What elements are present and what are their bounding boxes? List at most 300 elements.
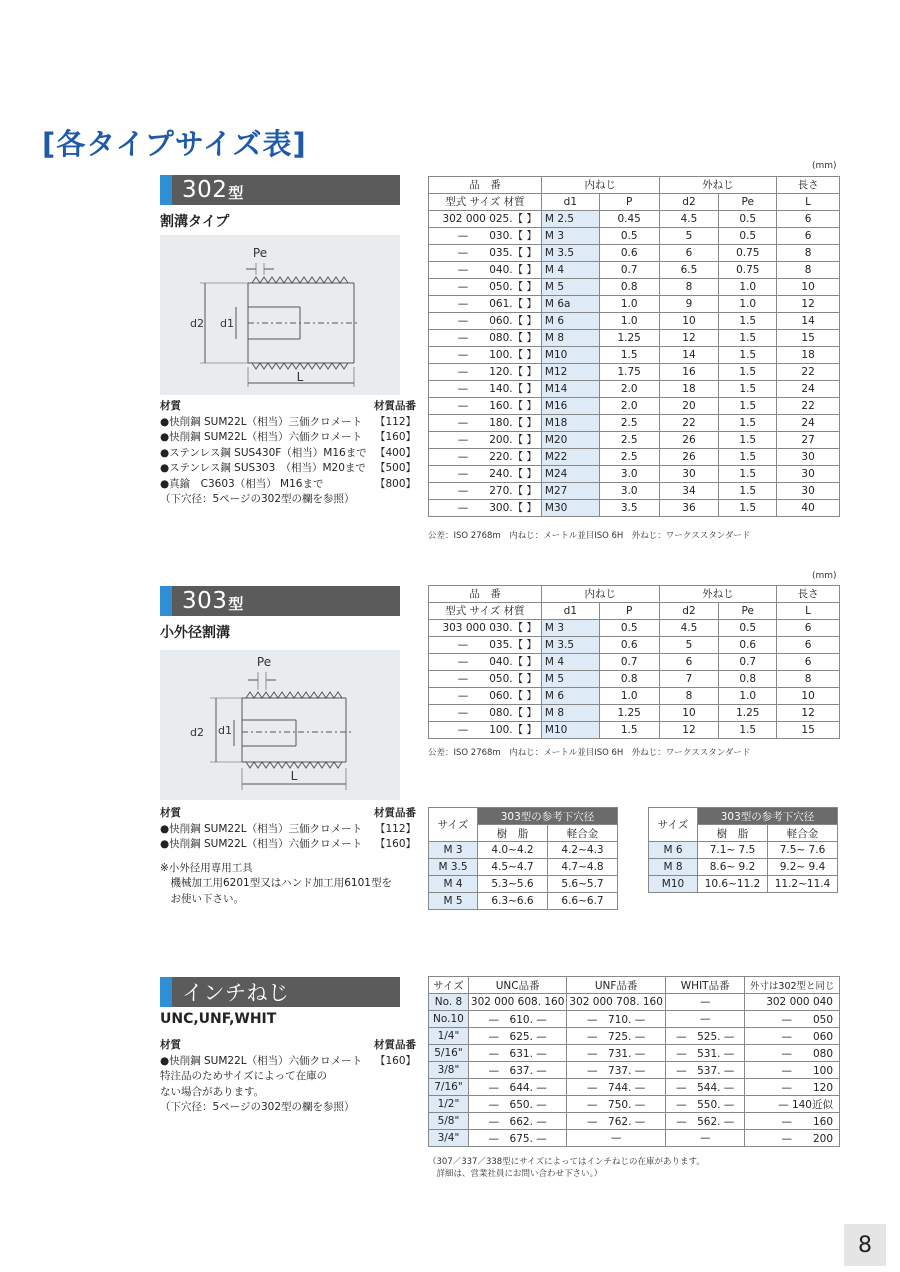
table-row [429, 432, 840, 449]
table-row [429, 654, 840, 671]
table-cell: — 035.【 】 [429, 245, 542, 262]
inch-cell: — 637. — [468, 1062, 567, 1079]
header-cell: 長さ [777, 177, 840, 194]
inch-cell: — 631. — [468, 1045, 567, 1062]
inch-cell: No.10 [429, 1011, 469, 1028]
table-cell: 30 [659, 466, 719, 483]
table-cell: 0.7 [599, 262, 659, 279]
table-cell: 30 [777, 466, 840, 483]
table-cell: 22 [777, 398, 840, 415]
page-title: [各タイプサイズ表] [42, 127, 307, 161]
materials-header [160, 399, 416, 415]
materials-note-line: 特注品のためサイズによって在庫の [160, 1070, 328, 1082]
table-cell: 12 [777, 705, 840, 722]
table-row [429, 466, 840, 483]
header-cell: 品 番 [429, 177, 542, 194]
ref-col-header: 軽合金 [547, 825, 617, 842]
material-item [160, 837, 416, 853]
table-cell: 6 [777, 211, 840, 228]
table-row [429, 381, 840, 398]
table-cell: 0.8 [599, 671, 659, 688]
materials-code-title: 材質品番 [374, 400, 416, 412]
table-cell: M 3.5 [541, 245, 599, 262]
table-cell: 12 [659, 722, 719, 739]
material-code: 【160】 [374, 1054, 416, 1067]
header-cell: サイズ [429, 977, 469, 994]
table-cell: 1.5 [719, 330, 777, 347]
table-cell: 5 [659, 637, 719, 654]
material-item [160, 477, 416, 493]
table-cell: 1.5 [719, 449, 777, 466]
table-cell: M16 [541, 398, 599, 415]
pe-label: Pe [256, 655, 272, 669]
table-cell: 12 [777, 296, 840, 313]
material-item [160, 415, 416, 431]
section-accent [160, 977, 172, 1007]
table-cell: 10 [659, 313, 719, 330]
page-number: 8 [844, 1224, 886, 1266]
table-cell: 30 [777, 483, 840, 500]
inch-cell: — 562. — [665, 1113, 745, 1130]
ref-cell: 5.6~5.7 [547, 876, 617, 893]
table-cell: 1.5 [719, 466, 777, 483]
table-cell: 4.5 [659, 211, 719, 228]
table-cell: — 160.【 】 [429, 398, 542, 415]
header-cell: 型式 サイズ 材質 [429, 603, 542, 620]
table-row [429, 705, 840, 722]
table-row [429, 279, 840, 296]
material-code: 【500】 [374, 462, 416, 474]
table-cell: 8 [777, 262, 840, 279]
materials-title: 材質 [160, 1039, 181, 1051]
table-cell: 10 [777, 279, 840, 296]
d1-label: d1 [218, 724, 232, 737]
material-item [160, 461, 416, 477]
table-cell: 0.5 [599, 620, 659, 637]
table-cell: 1.25 [599, 330, 659, 347]
table-row [429, 211, 840, 228]
table-cell: 1.5 [719, 483, 777, 500]
table-row [429, 330, 840, 347]
table-cell: 0.5 [599, 228, 659, 245]
table-cell: 1.5 [719, 364, 777, 381]
inch-row [429, 994, 840, 1011]
table-cell: — 200.【 】 [429, 432, 542, 449]
table-cell: 22 [777, 364, 840, 381]
ref-col-header: 樹 脂 [478, 825, 548, 842]
table-cell: 6 [777, 654, 840, 671]
table-cell: M 4 [541, 654, 599, 671]
insert-drawing-303 [160, 650, 400, 800]
inch-cell: 3/8" [429, 1062, 469, 1079]
material-text: ●ステンレス鋼 SUS303 （相当）M20まで [160, 462, 366, 474]
ref-cell: M 5 [429, 893, 478, 910]
header-cell: 品 番 [429, 586, 542, 603]
spec-table-303 [428, 585, 840, 739]
table-cell: — 060.【 】 [429, 688, 542, 705]
table-cell: M10 [541, 722, 599, 739]
table-cell: 1.0 [599, 688, 659, 705]
table-cell: 15 [777, 722, 840, 739]
table-cell: 0.75 [719, 245, 777, 262]
inch-cell: — 737. — [567, 1062, 666, 1079]
header-cell: Pe [719, 603, 777, 620]
header-cell: 外ねじ [659, 586, 777, 603]
inch-row [429, 1045, 840, 1062]
ref-cell: M 8 [649, 859, 698, 876]
table-row [429, 449, 840, 466]
material-code: 【112】 [374, 822, 416, 835]
ref-row [429, 842, 618, 859]
material-text: ●快削鋼 SUM22L（相当）六価クロメート [160, 1054, 363, 1067]
section-subtitle-inch: UNC,UNF,WHIT [160, 1011, 277, 1027]
inch-row [429, 1028, 840, 1045]
table-cell: — 100.【 】 [429, 722, 542, 739]
inch-cell: — 650. — [468, 1096, 567, 1113]
table-cell: 26 [659, 432, 719, 449]
table-cell: M20 [541, 432, 599, 449]
inch-cell: — 050 [745, 1011, 840, 1028]
inch-cell: — 060 [745, 1028, 840, 1045]
table-cell: 18 [777, 347, 840, 364]
table-cell: — 220.【 】 [429, 449, 542, 466]
table-cell: 0.6 [719, 637, 777, 654]
materials-title: 材質 [160, 400, 181, 412]
table-cell: 15 [777, 330, 840, 347]
ref-cell: 9.2~ 9.4 [768, 859, 838, 876]
materials-303 [160, 806, 416, 907]
table-header-row [429, 177, 840, 194]
inch-note-line: 詳細は、営業社員にお問い合わせ下さい。） [428, 1169, 603, 1179]
table-row [429, 688, 840, 705]
length-label: L [290, 769, 298, 783]
table-cell: 0.8 [719, 671, 777, 688]
table-cell: 0.45 [599, 211, 659, 228]
inch-cell: — 750. — [567, 1096, 666, 1113]
inch-cell: — 200 [745, 1130, 840, 1147]
ref-cell: M 3 [429, 842, 478, 859]
table-cell: 34 [659, 483, 719, 500]
table-cell: 4.5 [659, 620, 719, 637]
table-cell: 10 [659, 705, 719, 722]
inch-note-line: （307／337／338型にサイズによってはインチねじの在庫があります。 [428, 1157, 705, 1167]
table-cell: 8 [659, 688, 719, 705]
table-cell: 27 [777, 432, 840, 449]
table-cell: 18 [659, 381, 719, 398]
ref-row [429, 859, 618, 876]
inch-cell: — 550. — [665, 1096, 745, 1113]
ref-cell: M 3.5 [429, 859, 478, 876]
table-cell: — 240.【 】 [429, 466, 542, 483]
material-item [160, 822, 416, 838]
ref-cell: 7.5~ 7.6 [768, 842, 838, 859]
header-cell: UNF品番 [567, 977, 666, 994]
table-cell: — 270.【 】 [429, 483, 542, 500]
table-subheader-row [429, 194, 840, 211]
inch-cell: — 080 [745, 1045, 840, 1062]
header-cell: d1 [541, 603, 599, 620]
inch-cell: No. 8 [429, 994, 469, 1011]
table-row [429, 620, 840, 637]
table-cell: 0.6 [599, 637, 659, 654]
header-cell: 内ねじ [541, 177, 659, 194]
table-cell: 24 [777, 381, 840, 398]
ref-header-row [429, 808, 618, 825]
table-cell: M30 [541, 500, 599, 517]
table-cell: 1.0 [719, 688, 777, 705]
table-cell: 2.0 [599, 398, 659, 415]
section-suffix: 型 [228, 595, 244, 613]
header-cell: L [777, 603, 840, 620]
materials-302 [160, 399, 416, 508]
ref-size-header: サイズ [429, 808, 478, 842]
tool-note-line: ※小外径用専用工具 [160, 861, 253, 874]
length-label: L [296, 370, 304, 384]
table-cell: 1.5 [719, 722, 777, 739]
header-cell: P [599, 194, 659, 211]
section-label-303 [160, 586, 400, 616]
materials-title: 材質 [160, 807, 181, 819]
table-cell: — 061.【 】 [429, 296, 542, 313]
table-cell: 6 [777, 620, 840, 637]
inch-table [428, 976, 840, 1147]
materials-note: （下穴径：5ページの302型の欄を参照） [160, 493, 355, 505]
ref-cell: 7.1~ 7.5 [698, 842, 768, 859]
table-cell: 1.0 [719, 279, 777, 296]
materials-inch [160, 1038, 416, 1116]
table-cell: 2.5 [599, 449, 659, 466]
inch-cell: — 762. — [567, 1113, 666, 1130]
table-cell: 2.0 [599, 381, 659, 398]
inch-cell: 5/16" [429, 1045, 469, 1062]
table-cell: 30 [777, 449, 840, 466]
materials-list [160, 415, 416, 493]
ref-cell: 6.3~6.6 [478, 893, 548, 910]
table-cell: 8 [659, 279, 719, 296]
table-cell: 0.5 [719, 228, 777, 245]
material-text: ●快削鋼 SUM22L（相当）三価クロメート [160, 822, 363, 835]
table-cell: 1.75 [599, 364, 659, 381]
table-row [429, 296, 840, 313]
inch-cell: — 744. — [567, 1079, 666, 1096]
table-cell: 2.5 [599, 432, 659, 449]
materials-list [160, 822, 416, 853]
materials-note-line: ない場合があります。 [160, 1085, 265, 1098]
table-cell: 2.5 [599, 415, 659, 432]
inch-row [429, 1130, 840, 1147]
ref-table-left [428, 807, 618, 910]
inch-cell: — [665, 994, 745, 1011]
ref-row [429, 876, 618, 893]
table-row [429, 483, 840, 500]
inch-cell: 1/4" [429, 1028, 469, 1045]
material-item [160, 446, 416, 462]
table-cell: 40 [777, 500, 840, 517]
table-cell: M27 [541, 483, 599, 500]
table-cell: 0.8 [599, 279, 659, 296]
inch-cell: — 731. — [567, 1045, 666, 1062]
material-item [160, 1054, 416, 1070]
table-cell: 36 [659, 500, 719, 517]
table-row [429, 637, 840, 654]
table-cell: M 2.5 [541, 211, 599, 228]
table-cell: 1.5 [719, 381, 777, 398]
table-cell: 1.5 [599, 722, 659, 739]
table-cell: — 040.【 】 [429, 654, 542, 671]
table-cell: 1.5 [719, 432, 777, 449]
table-cell: M 5 [541, 671, 599, 688]
table-cell: — 035.【 】 [429, 637, 542, 654]
table-cell: 26 [659, 449, 719, 466]
ref-row [649, 859, 838, 876]
ref-header-row [649, 808, 838, 825]
ref-table-right [648, 807, 838, 893]
table-cell: 8 [777, 245, 840, 262]
table-cell: M22 [541, 449, 599, 466]
tool-note-line: 機械加工用6201型又はハンド加工用6101型を [160, 877, 392, 889]
table-cell: 302 000 025.【 】 [429, 211, 542, 228]
ref-cell: 4.5~4.7 [478, 859, 548, 876]
table-cell: 1.0 [719, 296, 777, 313]
table-row [429, 245, 840, 262]
insert-drawing-302 [160, 235, 400, 395]
material-code: 【800】 [374, 477, 416, 490]
table-cell: 1.25 [599, 705, 659, 722]
ref-col-header: 樹 脂 [698, 825, 768, 842]
table-cell: 303 000 030.【 】 [429, 620, 542, 637]
header-cell: 外寸は302型と同じ [745, 977, 840, 994]
table-cell: 1.25 [719, 705, 777, 722]
header-cell: Pe [719, 194, 777, 211]
materials-code-title: 材質品番 [374, 807, 416, 819]
inch-header-row [429, 977, 840, 994]
ref-cell: 5.3~5.6 [478, 876, 548, 893]
ref-title: 303型の参考下穴径 [478, 808, 618, 825]
header-cell: d1 [541, 194, 599, 211]
table-cell: M 8 [541, 705, 599, 722]
ref-cell: M10 [649, 876, 698, 893]
inch-cell: — 710. — [567, 1011, 666, 1028]
material-text: ●快削鋼 SUM22L（相当）三価クロメート [160, 415, 363, 428]
inch-cell: — [665, 1011, 745, 1028]
materials-header [160, 1038, 416, 1054]
header-cell: P [599, 603, 659, 620]
header-cell: d2 [659, 194, 719, 211]
ref-cell: 11.2~11.4 [768, 876, 838, 893]
ref-size-header: サイズ [649, 808, 698, 842]
ref-col-header: 軽合金 [768, 825, 838, 842]
inch-cell: — 100 [745, 1062, 840, 1079]
table-cell: M 3 [541, 228, 599, 245]
inch-cell: 5/8" [429, 1113, 469, 1130]
table-cell: M 5 [541, 279, 599, 296]
table-cell: 1.5 [719, 313, 777, 330]
material-item [160, 430, 416, 446]
table-cell: — 050.【 】 [429, 279, 542, 296]
table-cell: 0.5 [719, 620, 777, 637]
ref-cell: 4.7~4.8 [547, 859, 617, 876]
table-row [429, 313, 840, 330]
materials-header [160, 806, 416, 822]
table-cell: M 6 [541, 688, 599, 705]
inch-cell: 7/16" [429, 1079, 469, 1096]
ref-row [649, 876, 838, 893]
table-cell: — 300.【 】 [429, 500, 542, 517]
table-cell: — 100.【 】 [429, 347, 542, 364]
inch-cell: — [665, 1130, 745, 1147]
table-cell: — 080.【 】 [429, 330, 542, 347]
inch-cell: — 610. — [468, 1011, 567, 1028]
inch-cell: — 644. — [468, 1079, 567, 1096]
section-subtitle-302: 割溝タイプ [160, 214, 230, 230]
table-cell: 1.5 [719, 500, 777, 517]
material-code: 【160】 [374, 838, 416, 850]
inch-cell: 302 000 040 [745, 994, 840, 1011]
inch-cell: — 140近似 [745, 1096, 840, 1113]
table-cell: 9 [659, 296, 719, 313]
unit-label-302: (mm) [812, 161, 837, 171]
header-cell: WHIT品番 [665, 977, 745, 994]
inch-row [429, 1062, 840, 1079]
unit-label-303: (mm) [812, 571, 837, 581]
table-cell: 0.7 [719, 654, 777, 671]
table-cell: 8 [777, 671, 840, 688]
table-cell: M 6 [541, 313, 599, 330]
table-row [429, 500, 840, 517]
inch-cell: — 725. — [567, 1028, 666, 1045]
table-row [429, 262, 840, 279]
inch-row [429, 1011, 840, 1028]
table-header-row [429, 586, 840, 603]
material-code: 【160】 [374, 431, 416, 443]
table-cell: 0.75 [719, 262, 777, 279]
table-cell: 1.0 [599, 296, 659, 313]
table-cell: 14 [659, 347, 719, 364]
table-cell: M 3.5 [541, 637, 599, 654]
table-cell: 1.5 [719, 415, 777, 432]
ref-cell: 4.2~4.3 [547, 842, 617, 859]
materials-code-title: 材質品番 [374, 1039, 416, 1051]
table-cell: M 6a [541, 296, 599, 313]
inch-cell: — 662. — [468, 1113, 567, 1130]
inch-cell: — 675. — [468, 1130, 567, 1147]
table-cell: M18 [541, 415, 599, 432]
header-cell: 型式 サイズ 材質 [429, 194, 542, 211]
spec-table-302 [428, 176, 840, 517]
table-cell: 6 [777, 228, 840, 245]
table-cell: 3.0 [599, 483, 659, 500]
table-cell: 0.5 [719, 211, 777, 228]
inch-cell: 302 000 708. 160 [567, 994, 666, 1011]
table-cell: 12 [659, 330, 719, 347]
table-cell: 6 [659, 654, 719, 671]
section-accent [160, 586, 172, 616]
pe-label: Pe [252, 246, 268, 260]
table-cell: — 180.【 】 [429, 415, 542, 432]
header-cell: d2 [659, 603, 719, 620]
section-suffix: 型 [228, 184, 244, 202]
d1-label: d1 [220, 317, 234, 330]
section-accent [160, 175, 172, 205]
table-cell: — 080.【 】 [429, 705, 542, 722]
table-cell: — 120.【 】 [429, 364, 542, 381]
ref-cell: M 4 [429, 876, 478, 893]
inch-cell: 1/2" [429, 1096, 469, 1113]
diagram-302 [160, 235, 400, 395]
ref-cell: M 6 [649, 842, 698, 859]
ref-row [649, 842, 838, 859]
section-subtitle-303: 小外径割溝 [160, 625, 230, 641]
